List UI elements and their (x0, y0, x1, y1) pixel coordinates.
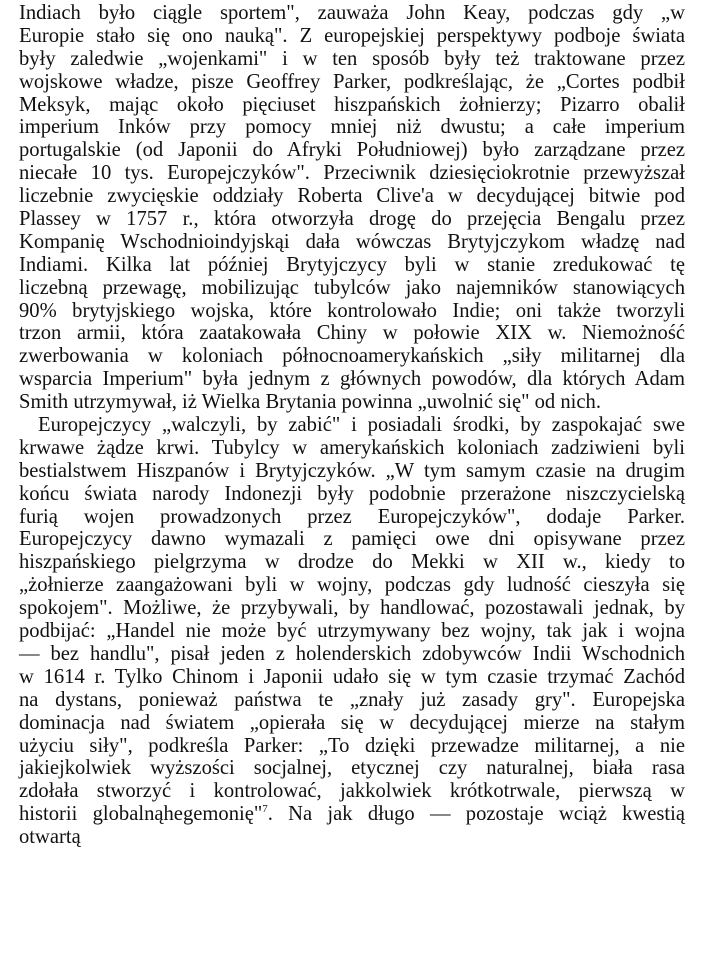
text-line: wsparcia Imperium" była jednym z głównych powodów, dla których Adam (19, 368, 685, 391)
footnote-marker[interactable]: 7 (262, 803, 268, 816)
text-line: zwerbowania w koloniach północnoamerykańskich „siły militarnej dla (19, 345, 685, 368)
text-line: Europie stało się ono nauką". Z europejskiej perspektywy podboje świata (19, 24, 685, 47)
text-line: otwartą (19, 826, 81, 849)
document-page (19, 2, 685, 849)
text-line: Plassey w 1757 r., która otworzyła drogę do przejęcia Bengalu przez (19, 208, 685, 231)
text-line: Europejczycy dawno wymazali z pamięci owe dni opisywane przez (19, 528, 685, 551)
text-line: imperium Inków przy pomocy mniej niż dwustu; a całe imperium (19, 116, 685, 139)
text-line: Indiami. Kilka lat później Brytyjczycy byli w stanie zredukować tę (19, 253, 685, 276)
text-line: Meksyk, mając około pięciuset hiszpańskich żołnierzy; Pizarro obalił (19, 93, 685, 116)
text-line: 90% brytyjskiego wojska, które kontrolowało Indie; oni także tworzyli (19, 299, 685, 322)
text-segment: . Na jak długo — pozostaje wciąż kwestią (267, 803, 685, 826)
text-line: zdołała stworzyć i kontrolować, jakkolwiek krótkotrwale, pierwszą w (19, 780, 685, 803)
paragraph-1 (19, 2, 685, 414)
text-line: spokojem". Możliwe, że przybywali, by handlować, pozostawali jednak, by (19, 597, 685, 620)
text-line: Europejczycy „walczyli, by zabić" i posiadali środki, by zaspokajać swe (38, 414, 685, 437)
text-segment: historii globalnąhegemonię" (19, 803, 263, 826)
text-line: Indiach było ciągle sportem", zauważa John Keay, podczas gdy „w (19, 2, 685, 24)
text-line: użyciu siły", podkreśla Parker: „To dzięki przewadze militarnej, a nie (19, 734, 685, 757)
text-line: portugalskie (od Japonii do Afryki Południowej) było zarządzane przez (19, 139, 685, 162)
text-line: Smith utrzymywał, iż Wielka Brytania powinna „uwolnić się" od nich. (19, 391, 601, 414)
text-line: trzon armii, która zaatakowała Chiny w połowie XIX w. Niemożność (19, 322, 685, 345)
text-line: końcu świata narody Indonezji były podobnie przerażone niszczycielską (19, 482, 685, 505)
text-line: wojskowe władze, pisze Geoffrey Parker, podkreślając, że „Cortes podbił (19, 70, 685, 93)
text-line: na dystans, ponieważ państwa te „znały już zasady gry". Europejska (19, 688, 685, 711)
text-line: podbijać: „Handel nie może być utrzymywany bez wojny, tak jak i wojna (19, 620, 685, 643)
text-line: dominacja nad światem „opierała się w decydującej mierze na stałym (19, 711, 685, 734)
text-line: jakiejkolwiek wyższości socjalnej, etycznej czy naturalnej, biała rasa (19, 757, 685, 780)
text-line: Kompanię Wschodnioindyjskąi dała wówczas Brytyjczykom władzę nad (19, 230, 685, 253)
text-line: hiszpańskiego pielgrzyma w drodze do Mekki w XII w., kiedy to (19, 551, 685, 574)
text-line: bestialstwem Hiszpanów i Brytyjczyków. „W tym samym czasie na drugim (19, 459, 685, 482)
text-line: krwawe żądze krwi. Tubylcy w amerykańskich koloniach zadziwieni byli (19, 436, 685, 459)
text-line: niecałe 10 tys. Europejczyków". Przeciwnik dziesięciokrotnie przewyższał (19, 162, 685, 185)
text-line: w 1614 r. Tylko Chinom i Japonii udało się w tym czasie trzymać Zachód (19, 665, 685, 688)
text-line: „żołnierze zaangażowani byli w wojny, podczas gdy ludność cieszyła się (19, 574, 685, 597)
text-line: furią wojen prowadzonych przez Europejczyków", dodaje Parker. (19, 505, 685, 528)
text-line: — bez handlu", pisał jeden z holenderskich zdobywców Indii Wschodnich (19, 642, 685, 665)
text-line: liczebnie zwycięskie oddziały Roberta Clive'a w decydującej bitwie pod (19, 185, 685, 208)
text-line (19, 803, 685, 826)
paragraph-2 (19, 414, 685, 849)
text-line: były zaledwie „wojenkami" i w ten sposób były też traktowane przez (19, 47, 685, 70)
text-line: liczebną przewagę, mobilizując tubylców jako najemników stanowiących (19, 276, 685, 299)
